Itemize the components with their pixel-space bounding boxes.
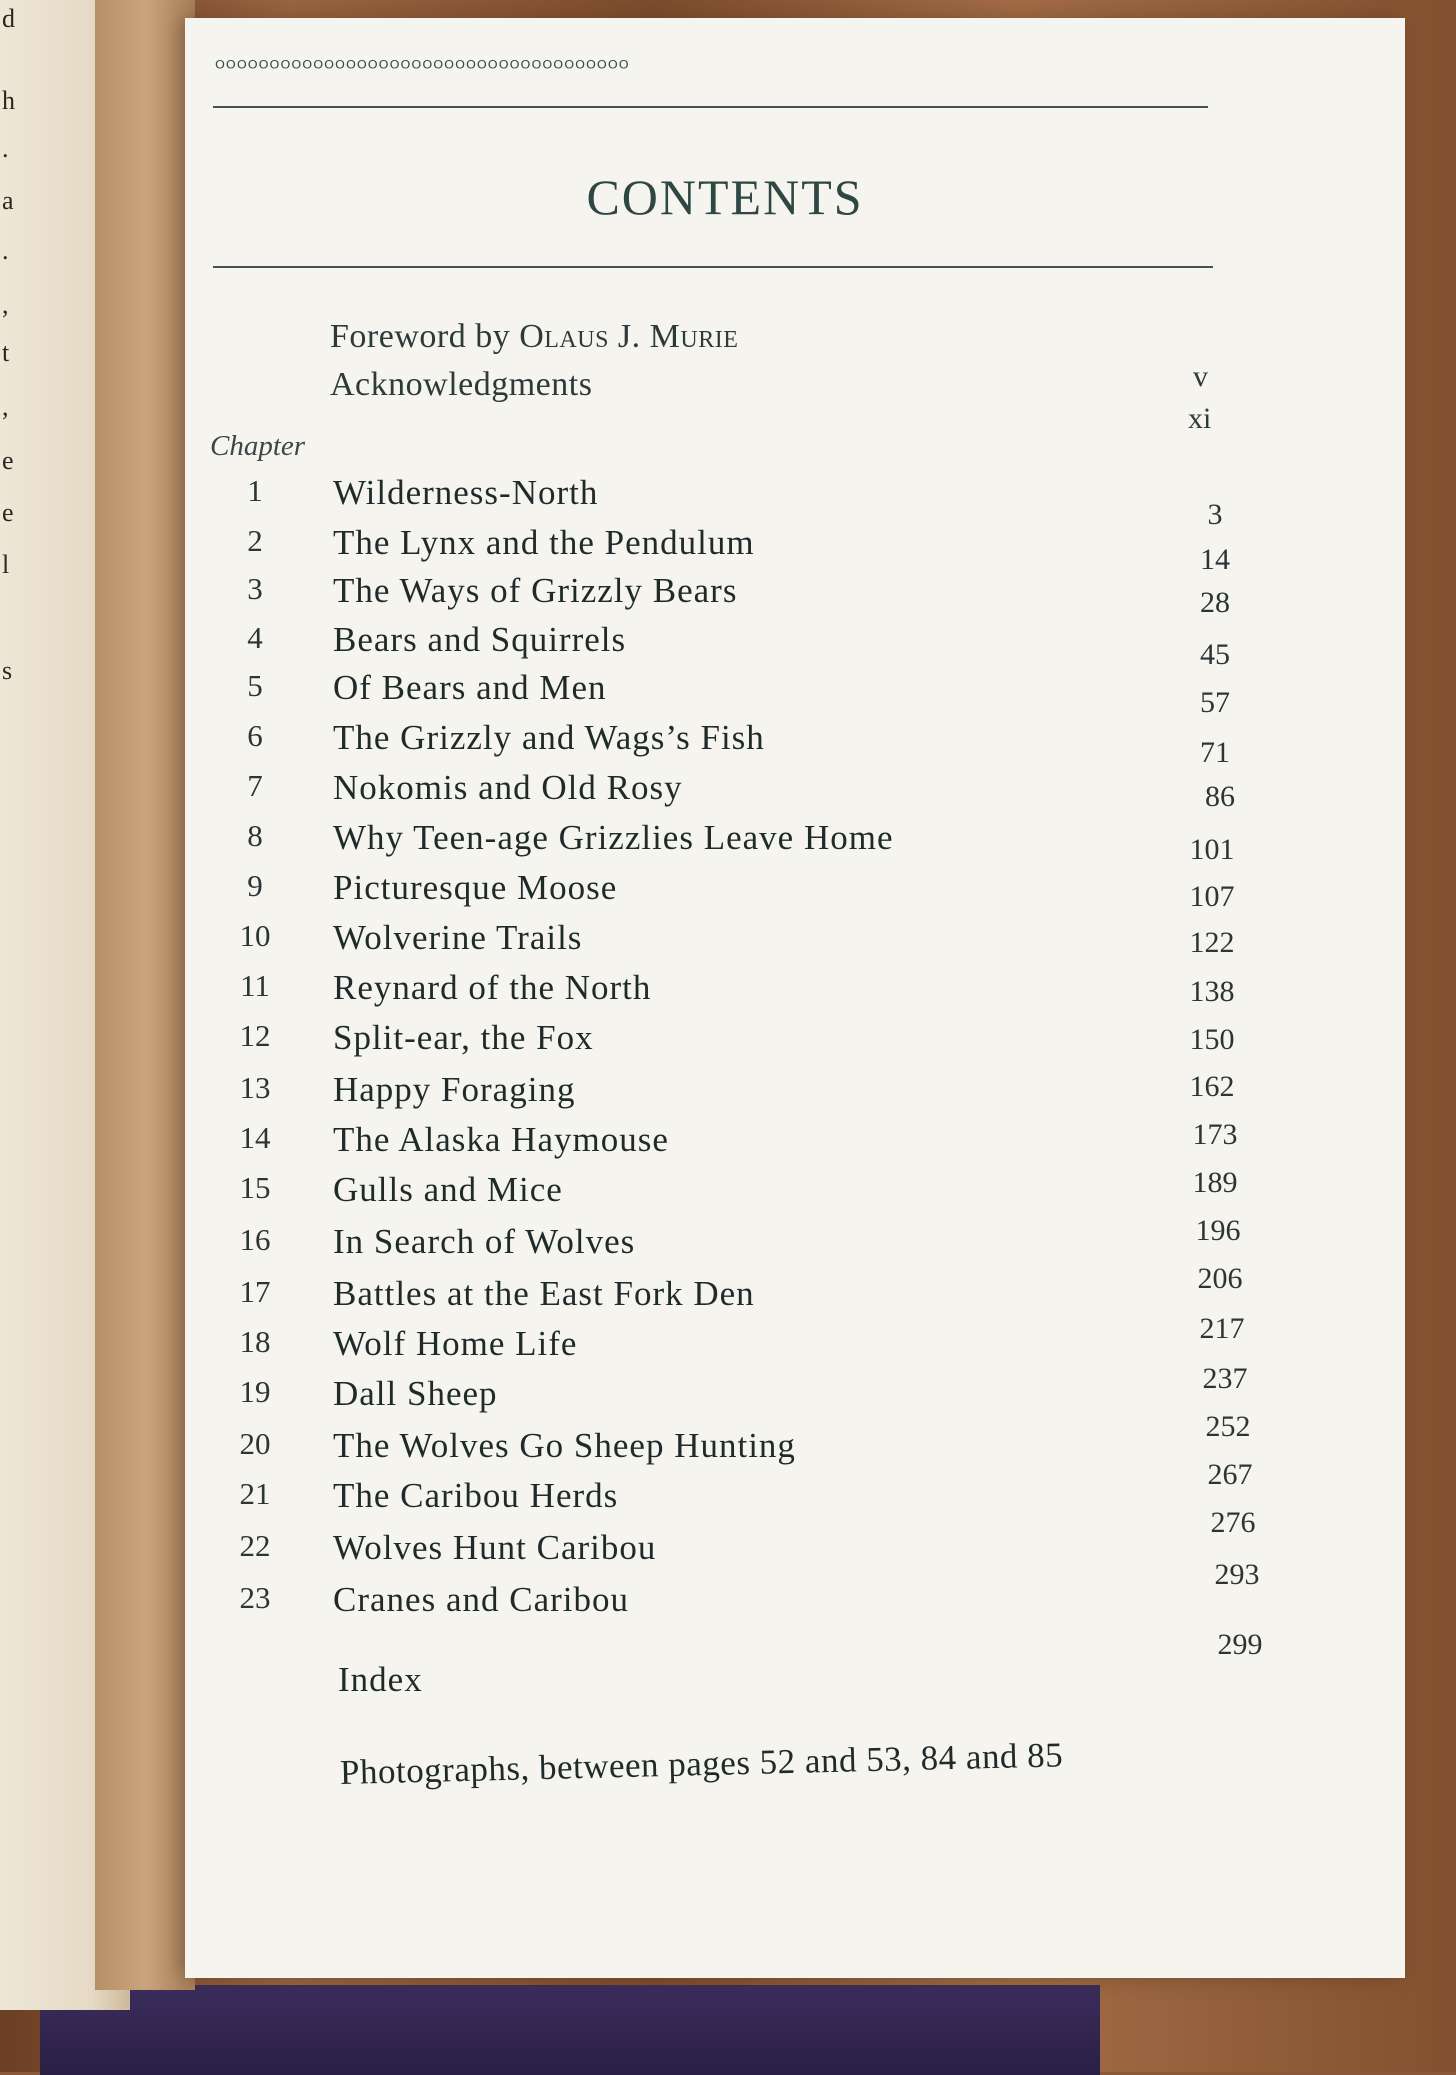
chapter-title: The Wolves Go Sheep Hunting [333, 1426, 796, 1465]
chapter-title: Dall Sheep [333, 1374, 498, 1413]
left-page-fragment: . [2, 134, 9, 163]
chapter-title: Wolverine Trails [333, 918, 583, 957]
chapter-page-number: 217 [1199, 1312, 1245, 1345]
acknowledgments-entry: Acknowledgments [330, 366, 593, 403]
chapter-title: Battles at the East Fork Den [333, 1274, 755, 1313]
chapter-number: 8 [247, 818, 263, 853]
foreword-author: Olaus J. Murie [519, 318, 739, 355]
chapter-number: 3 [247, 571, 263, 606]
chapter-number: 21 [239, 1476, 271, 1511]
chapter-number: 14 [239, 1120, 271, 1155]
chapter-number: 10 [239, 918, 271, 953]
chapter-page-number: 138 [1189, 975, 1235, 1008]
left-page-fragment: , [2, 392, 9, 421]
chapter-title: Wolf Home Life [333, 1324, 578, 1363]
left-page-fragment: , [2, 290, 9, 319]
left-page-fragment: . [2, 236, 9, 265]
chapter-number: 20 [239, 1426, 271, 1461]
chapter-number: 15 [239, 1170, 271, 1205]
chapter-title: Wolves Hunt Caribou [333, 1528, 657, 1567]
chapter-page-number: 14 [1200, 543, 1230, 576]
foreword-entry [330, 318, 738, 356]
chapter-title: Bears and Squirrels [333, 620, 627, 659]
chapter-number: 7 [247, 768, 263, 803]
index-page: 299 [1217, 1628, 1263, 1661]
chapter-page-number: 252 [1205, 1410, 1251, 1443]
chapter-page-number: 162 [1189, 1070, 1235, 1103]
chapter-number: 9 [247, 868, 263, 903]
chapter-title: Gulls and Mice [333, 1170, 563, 1209]
chapter-title: The Grizzly and Wags’s Fish [333, 718, 765, 757]
title-rule [213, 266, 1213, 268]
left-page-fragment: e [2, 498, 14, 527]
left-page-fragment: t [2, 338, 10, 367]
book-cover-edge [95, 0, 195, 1990]
chapter-page-number: 28 [1200, 586, 1230, 619]
left-page-fragment: s [2, 656, 13, 685]
chapter-title: Of Bears and Men [333, 668, 607, 707]
chapter-title: Why Teen-age Grizzlies Leave Home [333, 818, 894, 857]
chapter-page-number: 237 [1202, 1362, 1248, 1395]
chapter-page-number: 196 [1195, 1214, 1241, 1247]
chapter-title: Picturesque Moose [333, 868, 618, 907]
chapter-number: 16 [239, 1222, 271, 1257]
chapter-number: 2 [247, 523, 263, 558]
chapter-page-number: 173 [1192, 1118, 1238, 1151]
chapter-number: 1 [247, 473, 263, 508]
chapter-number: 5 [247, 668, 263, 703]
chapter-title: The Alaska Haymouse [333, 1120, 669, 1159]
left-page-fragment: d [2, 4, 15, 33]
page-title: CONTENTS [586, 169, 864, 225]
chapter-number: 23 [239, 1580, 271, 1615]
chapter-page-number: 71 [1200, 736, 1230, 769]
chapter-number: 12 [239, 1018, 271, 1053]
chapter-page-number: 122 [1189, 926, 1235, 959]
chapter-title: Reynard of the North [333, 968, 652, 1007]
chapter-number: 13 [239, 1070, 271, 1105]
chapter-number: 4 [247, 620, 263, 655]
chapter-page-number: 3 [1207, 498, 1223, 531]
top-rule [213, 106, 1208, 108]
chapter-title: The Lynx and the Pendulum [333, 523, 755, 562]
chapter-column-label: Chapter [210, 430, 306, 462]
chapter-page-number: 107 [1189, 880, 1235, 913]
chapter-page-number: 150 [1189, 1023, 1235, 1056]
contents-page [185, 18, 1405, 1978]
chapter-number: 6 [247, 718, 263, 753]
chapter-page-number: 267 [1207, 1458, 1253, 1491]
left-page-fragment: e [2, 446, 14, 475]
chapter-page-number: 45 [1200, 638, 1230, 671]
chapter-number: 11 [240, 968, 270, 1003]
chapter-page-number: 276 [1210, 1506, 1256, 1539]
foreword-page: v [1193, 360, 1208, 393]
chapter-title: Cranes and Caribou [333, 1580, 629, 1619]
chapter-page-number: 101 [1189, 833, 1235, 866]
chapter-title: Nokomis and Old Rosy [333, 768, 683, 807]
chapter-title: The Ways of Grizzly Bears [333, 571, 738, 610]
chapter-title: The Caribou Herds [333, 1476, 619, 1515]
chapter-page-number: 206 [1197, 1262, 1243, 1295]
chapter-page-number: 293 [1214, 1558, 1260, 1591]
left-page-fragment: a [2, 186, 14, 215]
left-page-fragment: l [2, 550, 10, 579]
chapter-page-number: 86 [1205, 780, 1235, 813]
chapter-number: 19 [239, 1374, 271, 1409]
purple-book-cover [40, 1985, 1100, 2075]
left-page-fragment: h [2, 86, 15, 115]
chapter-title: Wilderness-North [333, 473, 599, 512]
chapter-title: Happy Foraging [333, 1070, 576, 1109]
foreword-label: Foreword by [330, 318, 520, 355]
index-entry: Index [338, 1660, 423, 1699]
photographs-note: Photographs, between pages 52 and 53, 84 and 85 [339, 1735, 1064, 1792]
acknowledgments-page: xi [1188, 402, 1212, 435]
chapter-number: 17 [239, 1274, 271, 1309]
decorative-border: ᴼᴼᴼᴼᴼᴼᴼᴼᴼᴼᴼᴼᴼᴼᴼᴼᴼᴼᴼᴼᴼᴼᴼᴼᴼᴼᴼᴼᴼᴼᴼᴼᴼᴼᴼᴼᴼᴼ [215, 56, 630, 80]
chapter-page-number: 57 [1200, 686, 1230, 719]
chapter-number: 22 [239, 1528, 271, 1563]
chapter-title: In Search of Wolves [333, 1222, 636, 1261]
chapter-number: 18 [239, 1324, 271, 1359]
chapter-title: Split-ear, the Fox [333, 1018, 594, 1057]
chapter-page-number: 189 [1192, 1166, 1238, 1199]
